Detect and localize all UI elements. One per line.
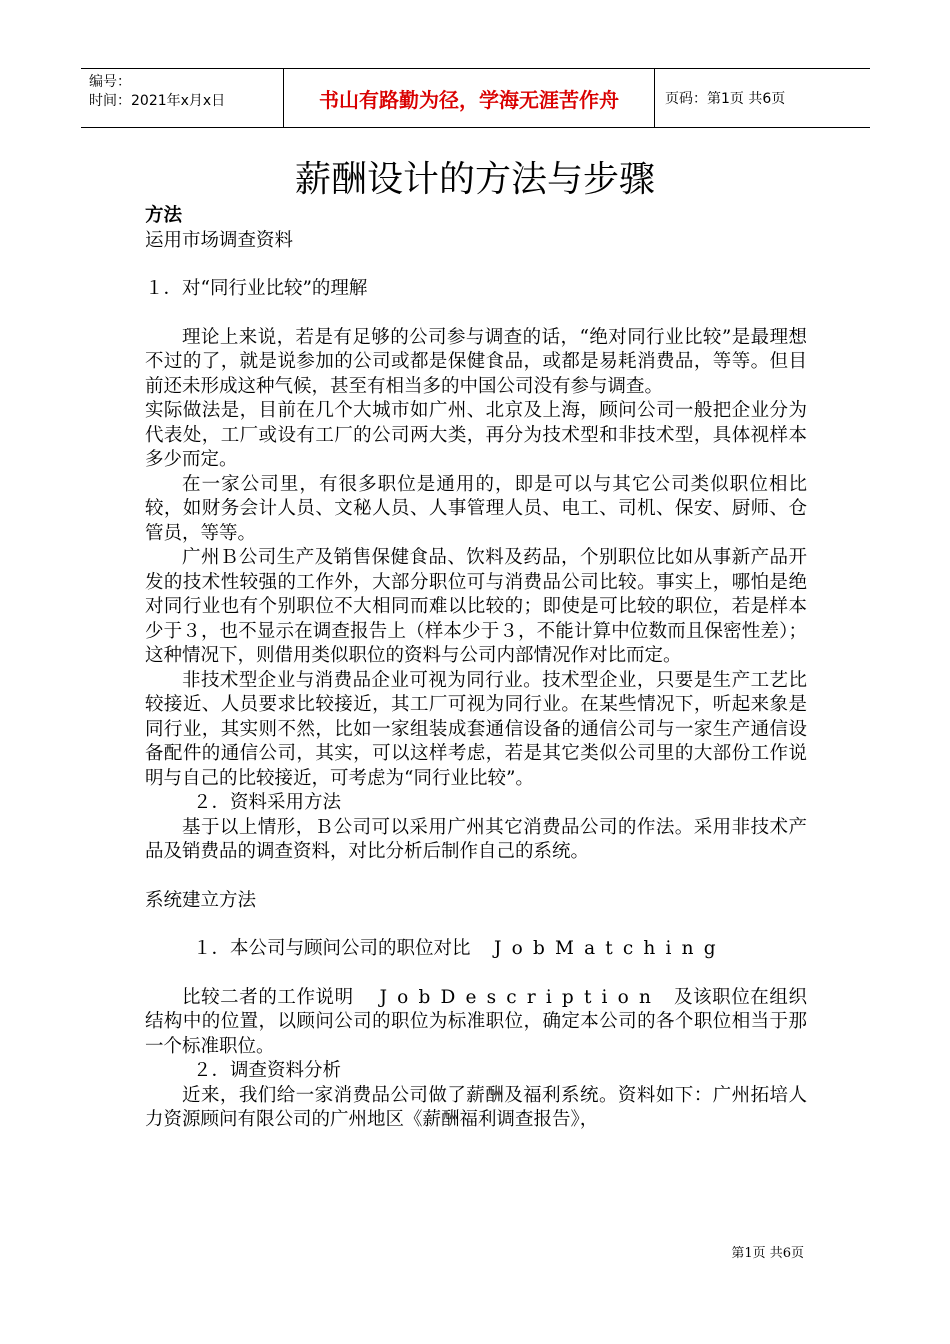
paragraph-7 xyxy=(145,986,807,1060)
paragraph-3: 在一家公司里，有很多职位是通用的，即是可以与其它公司类似职位相比较，如财务会计人员、文秘人员、人事管理人员、电工、司机、保安、厨师、仓管员，等等。 xyxy=(145,473,807,544)
paragraph-2: 实际做法是，目前在几个大城市如广州、北京及上海，顾问公司一般把企业分为代表处，工厂或设有工厂的公司两大类，再分为技术型和非技术型，具体视样本多少而定。 xyxy=(145,400,807,470)
paragraph-7-prefix: 比较二者的工作说明 xyxy=(182,986,354,1008)
item3-heading xyxy=(145,937,807,962)
item1-heading: １．对“同行业比较”的理解 xyxy=(145,278,368,299)
item3-heading-english: JobMatching xyxy=(494,938,726,959)
paragraph-8: 近来，我们给一家消费品公司做了薪酬及福利系统。资料如下：广州拓培人力资源顾问有限公司的广州地区《薪酬福利调查报告》， xyxy=(145,1084,807,1130)
item3-heading-text: １．本公司与顾问公司的职位对比 xyxy=(193,938,471,959)
header-number: 编号： xyxy=(89,74,131,90)
footer-page-number: 第1页 共6页 xyxy=(731,1246,804,1261)
paragraph-5: 非技术型企业与消费品企业可视为同行业。技术型企业，只要是生产工艺比较接近、人员要求比较接近，其工厂可视为同行业。在某些情况下，听起来象是同行业，其实则不然，比如一家组装成套通信设备的通信公司与一家生产通信设备配件的通信公司，其实，可以这样考虑，若是其它类似公司里的大部份工作说明与自己的比较接近，可考虑为“同行业比较”。 xyxy=(145,669,807,789)
paragraph-7-suffix: 及该职位在组织结构中的位置，以顾问公司的职位为标准职位，确定本公司的各个职位相当于那一个标准职位。 xyxy=(145,986,807,1057)
method-subheading: 运用市场调查资料 xyxy=(145,229,294,251)
header-time: 时间：2021年x月x日 xyxy=(89,93,226,109)
item2-heading: ２．资料采用方法 xyxy=(193,792,342,813)
header-meta xyxy=(81,69,283,127)
document-body xyxy=(145,204,807,1133)
document-title: 薪酬设计的方法与步骤 xyxy=(294,159,655,200)
item4-heading: ２．调查资料分析 xyxy=(193,1060,342,1081)
system-heading: 系统建立方法 xyxy=(145,889,257,911)
header-motto: 书山有路勤为径，学海无涯苦作舟 xyxy=(283,69,655,127)
paragraph-6: 基于以上情形，Ｂ公司可以采用广州其它消费品公司的作法。采用非技术产品及销费品的调查资料，对比分析后制作自己的系统。 xyxy=(145,816,807,862)
paragraph-4: 广州Ｂ公司生产及销售保健食品、饮料及药品，个别职位比如从事新产品开发的技术性较强的工作外，大部分职位可与消费品公司比较。事实上，哪怕是绝对同行业也有个别职位不大相同而难以比较的；即使是可比较的职位，若是样本少于３，也不显示在调查报告上（样本少于３，不能计算中位数而且保密性差）；这种情况下，则借用类似职位的资料与公司内部情况作对比而定。 xyxy=(145,547,807,666)
method-heading: 方法 xyxy=(145,205,183,226)
header-page-number: 页码：第1页 共6页 xyxy=(665,91,786,107)
paragraph-1: 理论上来说，若是有足够的公司参与调查的话，“绝对同行业比较”是最理想不过的了，就是说参加的公司或都是保健食品，或都是易耗消费品，等等。但目前还未形成这种气候，甚至有相当多的中国公司没有参与调查。 xyxy=(145,326,807,397)
paragraph-7-english: JobDescription xyxy=(379,986,662,1008)
header-table xyxy=(81,68,870,128)
